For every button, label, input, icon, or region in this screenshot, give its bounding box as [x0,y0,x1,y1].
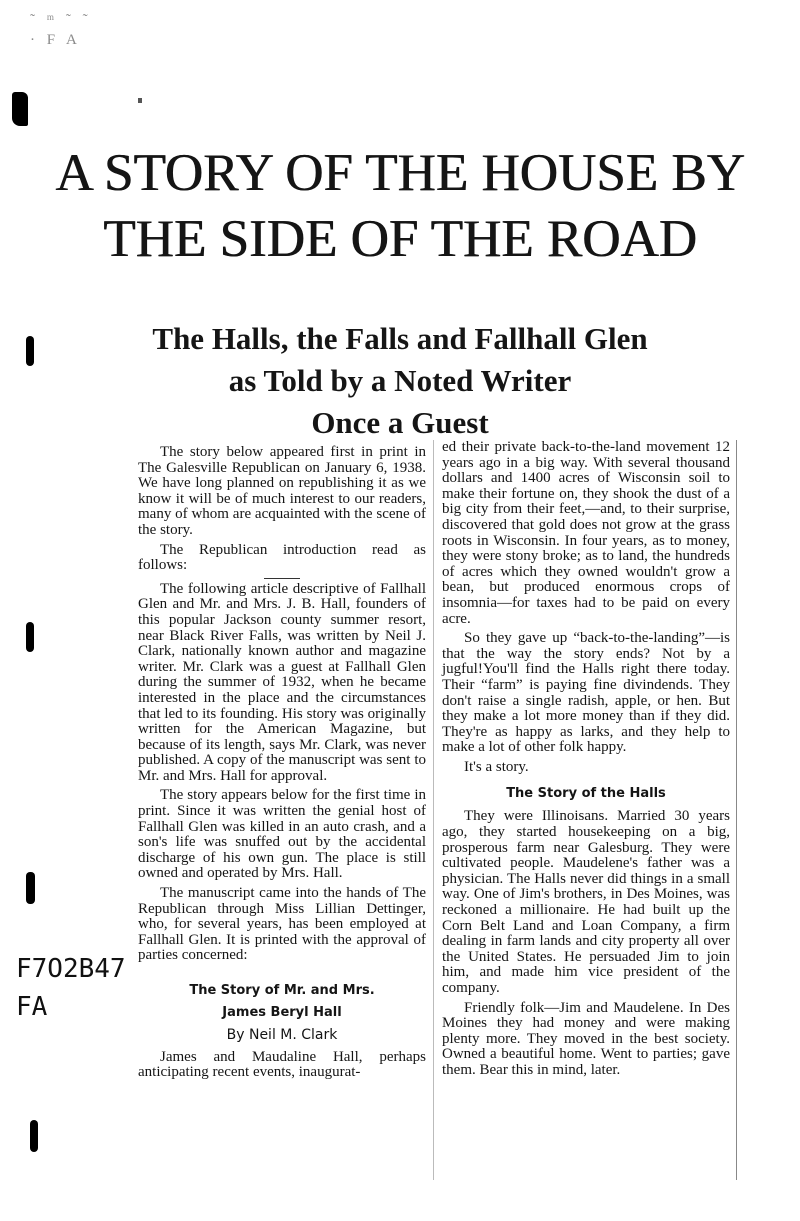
byline: By Neil M. Clark [226,1027,338,1043]
story-heading-line: James Beryl Hall [222,1005,342,1020]
subtitle-line: The Halls, the Falls and Fallhall Glen [152,321,648,356]
corner-scan-note [30,10,92,50]
ink-mark [30,1120,38,1152]
editor-note-paragraph: The Republican introduction read as follows: [138,541,426,574]
corner-note-line: · F A [30,32,81,48]
ink-mark [26,872,35,904]
corner-note-line: ˜ ᵐ ˜ ˜ [30,12,92,28]
headline-subtitle [40,318,760,444]
story-paragraph: ed their private back-to-the-land movement 12 years ago in a big way. With several thousand dollars and 1400 acres of Wisconsin soil to make their fortune on, they shook the dust of a big city from their feet,—and, to their surprise, discovered that gold does not grow at the grass roots in Wisconsin. In four years, as to money, they were stony broke; as to land, the hundreds of acres which they owned wouldn't grow a bean, but produced enormous crops of insomnia—for taxes had to be paid on every acre. [442,439,730,627]
introduction-paragraph: The manuscript came into the hands of The Republican through Miss Lillian Dettinger, who, for several years, has been employed at Fallhall Glen. It is printed with the approval of parties concerned: [138,885,426,964]
right-column [442,440,730,1079]
story-paragraph: They were Illinoisans. Married 30 years ago, they started housekeeping on a big, prosperous farm near Galesburg. They were cultivated people. Maudelene's father was a physician. The Halls never did things in a small way. One of Jim's brothers, in Des Moines, was reckoned a millionaire. He had built up the Corn Belt Land and Loan Company, a firm dealing in farm lands and city property all over the United States. He persuaded Jim to join him, and made him vice president of the company. [442,808,730,996]
story-paragraph: James and Maudaline Hall, perhaps anticipating recent events, inaugurat- [138,1048,426,1081]
ink-mark [26,622,34,652]
left-column [138,445,426,1081]
editor-note-paragraph: The story below appeared first in print in The Galesville Republican on January 6, 1938. We have long planned on republishing it as we know it will be of much interest to our readers, many of whom are acquainted with the scene of the story. [138,444,426,538]
headline-title: A STORY OF THE HOUSE BY THE SIDE OF THE ROAD [55,144,745,268]
subtitle-line: as Told by a Noted Writer [228,363,572,398]
ink-mark [12,92,28,126]
handwritten-line: FA [16,992,48,1022]
ink-speck [138,98,142,103]
handwritten-catalog-number [16,950,126,1026]
divider-rule [264,578,300,579]
page-edge-rule [736,440,737,1180]
ink-mark [26,336,34,366]
story-heading [138,980,426,1024]
story-paragraph: So they gave up “back-to-the-landing”—is that the way the story ends? Not by a jugful!You'll find the Halls right there today. Their “farm” is paying fine divindends. They don't raise a single radish, apple, or hen. But they make a lot more money than if they did. They're as happy as larks, and they help to make a lot of other folk happy. [442,630,730,756]
introduction-paragraph: The story appears below for the first time in print. Since it was written the genial host of Fallhall Glen was killed in an auto crash, and a son's life was snuffed out by the accidental discharge of his own gun. The place is still owned and operated by Mrs. Hall. [138,787,426,882]
introduction-paragraph: The following article descriptive of Fallhall Glen and Mr. and Mrs. J. B. Hall, founders of this popular Jackson county summer resort, near Black River Falls, was written by Neil J. Clark, nationally known author and magazine writer. Mr. Clark was a guest at Fallhall Glen during the summer of 1932, when he became interested in the place and the circumstances that led to its founding. His story was originally written for the American Magazine, but because of its length, says Mr. Clark, was never published. A copy of the manuscript was sent to Mr. and Mrs. Hall for approval. [138,580,426,784]
story-heading-line: The Story of Mr. and Mrs. [189,983,375,998]
story-paragraph: Friendly folk—Jim and Maudelene. In Des Moines they had money and were making plenty more. They moved in the best society. Owned a beautiful home. Went to parties; gave them. Bear this in mind, later. [442,999,730,1078]
handwritten-line: F7O2B47 [16,954,126,984]
subtitle-line: Once a Guest [311,405,489,440]
story-paragraph: It's a story. [464,758,529,775]
column-divider [433,440,434,1180]
section-heading: The Story of the Halls [506,786,666,802]
